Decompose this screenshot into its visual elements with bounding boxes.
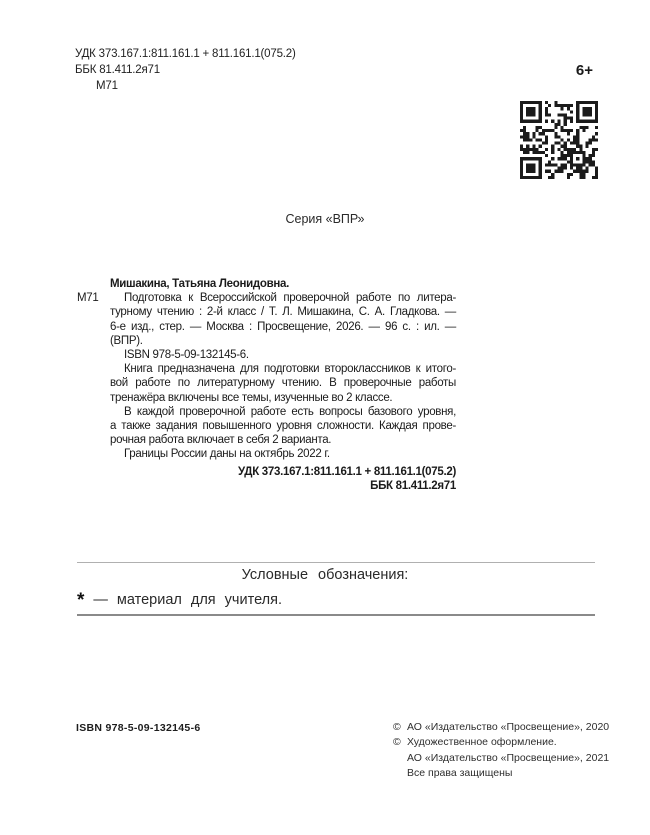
legend-dash: — — [93, 592, 108, 608]
qr-code-image — [520, 101, 598, 179]
bbk-code: ББК 81.411.2я71 — [75, 64, 160, 76]
copyright-line — [393, 720, 609, 735]
legend-divider-bottom — [77, 614, 595, 616]
annotation-line: Подготовка к Всероссийской проверочной работе по литера- — [124, 292, 456, 305]
udk-code: УДК 373.167.1:811.161.1 + 811.161.1(075.2) — [75, 48, 296, 60]
series-label: Серия «ВПР» — [285, 212, 365, 226]
copyright-block — [393, 720, 609, 781]
copyright-text: Все права защищены — [407, 766, 513, 779]
copyright-line — [393, 735, 609, 750]
copyright-icon: © — [393, 721, 401, 733]
legend-text: материал для учителя. — [116, 592, 282, 608]
author-sign-code: М71 — [96, 80, 118, 92]
legend-divider-top — [77, 562, 595, 563]
annotation-line: рочная работа включает в себя 2 варианта. — [110, 434, 332, 447]
annotation-line: Мишакина, Татьяна Леонидовна. — [110, 278, 290, 290]
copyright-line — [393, 751, 609, 766]
asterisk-marker-icon: * — [77, 590, 85, 611]
copyright-text: Художественное оформление. — [407, 736, 557, 749]
annotation-line: ISBN 978-5-09-132145-6. — [124, 349, 249, 362]
annotation-line: В каждой проверочной работе есть вопросы базового уровня, — [124, 405, 456, 418]
copyright-icon: © — [393, 736, 401, 749]
annotation-line: Границы России даны на октябрь 2022 г. — [124, 448, 330, 461]
annotation-line: а также задания повышенного уровня сложности. Каждая прове- — [110, 420, 456, 433]
legend-heading: Условные обозначения: — [241, 567, 409, 583]
copyright-text: АО «Издательство «Просвещение», 2021 — [407, 751, 610, 764]
copyright-text: АО «Издательство «Просвещение», 2020 — [407, 721, 610, 733]
age-rating-badge: 6+ — [575, 62, 593, 79]
udk-code-right: УДК 373.167.1:811.161.1 + 811.161.1(075.2) — [238, 465, 456, 478]
margin-author-code: М71 — [77, 292, 99, 305]
annotation-line: Книга предназначена для подготовки второклассников к итого- — [124, 363, 456, 376]
annotation-line: 6-е изд., стер. — Москва : Просвещение, 2026. — 96 с. : ил. — — [110, 320, 456, 333]
bibliographic-codes — [75, 46, 296, 94]
isbn-footer: ISBN 978-5-09-132145-6 — [76, 722, 201, 734]
legend-entry — [77, 588, 282, 610]
annotation-line: (ВПР). — [110, 334, 143, 347]
annotation-line: турному чтению : 2-й класс / Т. Л. Мишакина, С. А. Гладкова. — — [110, 306, 456, 319]
annotation-lines — [110, 277, 456, 462]
qr-code-svg — [520, 101, 598, 179]
annotation-line: вой работе по литературному чтению. В проверочные работы — [110, 377, 456, 390]
annotation-block — [77, 277, 456, 493]
annotation-line: тренажёра включены все темы, изученные во 2 классе. — [110, 391, 393, 404]
bbk-code-right: ББК 81.411.2я71 — [370, 479, 456, 492]
copyright-line — [393, 766, 609, 781]
